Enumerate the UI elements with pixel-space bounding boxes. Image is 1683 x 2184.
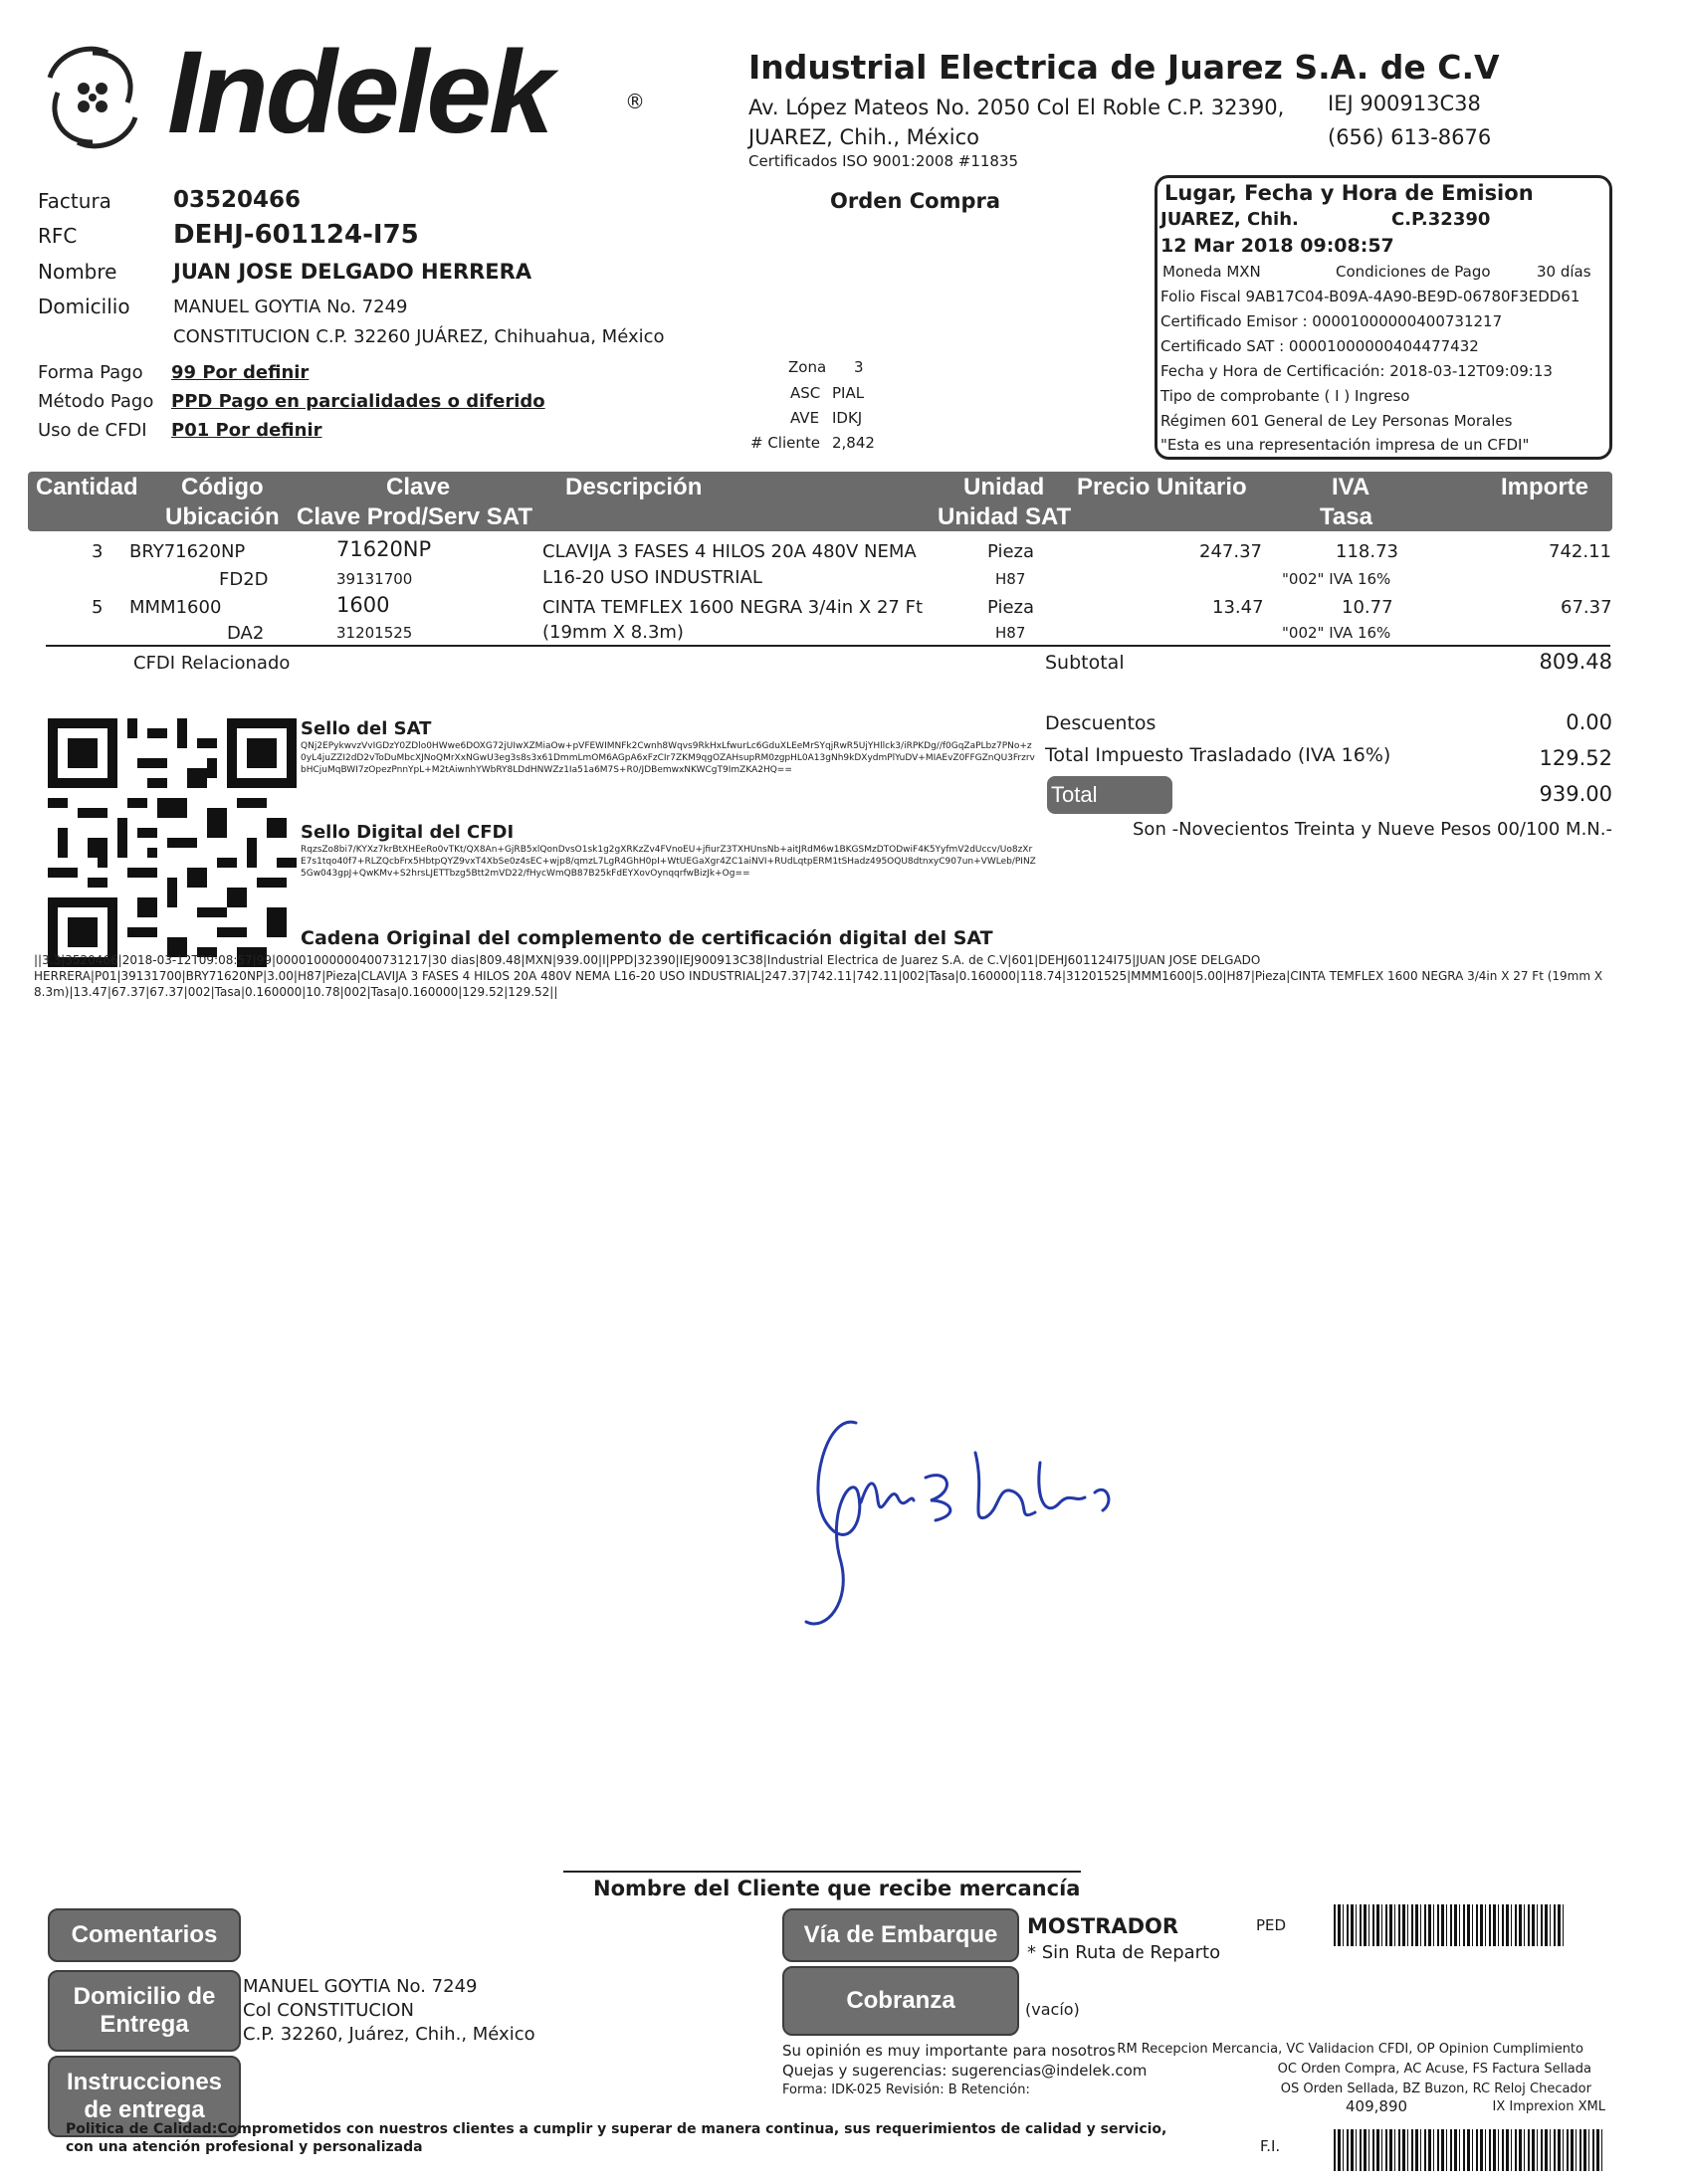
opinion-text: Su opinión es muy importante para nosotros — [782, 2042, 1116, 2060]
cliente-label: # Cliente — [750, 434, 820, 452]
indelek-swirl-icon — [28, 33, 157, 162]
company-address-1: Av. López Mateos No. 2050 Col El Roble C.P. 32390, — [748, 96, 1285, 119]
codes-line-1: RM Recepcion Mercancia, VC Validacion CFDI, OP Opinion Cumplimiento — [1117, 2042, 1583, 2057]
qr-code — [48, 718, 297, 967]
total-value: 939.00 — [1539, 782, 1612, 806]
metodo-pago-label: Método Pago — [38, 391, 154, 412]
row-codigo: MMM1600 — [129, 597, 222, 618]
row-clave: 71620NP — [336, 537, 432, 561]
uso-cfdi-value: P01 Por definir — [171, 420, 322, 441]
sello-cfdi-text: RqzsZo8bi7/KYXz7krBtXHEeRo0vTKt/QX8An+GjRB5xlQonDvsO1sk1g2gXRKzZv4FVnoEU+jfiurZ3TXHUnsNb+aitJRdM6w1BKGSMzDTODwiF4K5YyfmV2dUccv/Uo8zXrE7s1tqo40f7+RLZQcbFrx5HbtpQYZ9vxT4XbSe0z4sEC+wjp8/qmzL7LgR4GhH0pI+WtUEGaXgr4ZC1aiNVI+RUdLqtpERM1tSHadz495OQU8dtnxyC907un+VWLeb/PINZ5Gw043gpJ+QwKMv+S2hrsLJETTbzg5Btt2mVD22/fHycWmQB87B25kFdEYXovOynqqrfwBizJk+Og== — [301, 845, 1036, 879]
row-unidad: Pieza — [987, 597, 1035, 618]
asc-label: ASC — [790, 384, 821, 402]
uso-cfdi-label: Uso de CFDI — [38, 420, 147, 441]
recibe-label: Nombre del Cliente que recibe mercancía — [593, 1877, 1081, 1900]
sello-sat-text: QNj2EPykwvzVvIGDzY0ZDlo0HWwe6DOXG72jUIwXZMiaOw+pVFEWIMNFk2Cwnh8Wqvs9RkHxLfwurLc6GduXLEeMrSYqjRwR5UjYHllck3/iRPKDg//f0GqZaPLbz7PNo+z0yL4juZZI2dD2vToDuMbcXJNoQMrXxNGwU3eg3s8s3x61DmmLmOM6AGpA6xFzCIr7ZKM9qgOZAHsupRM0zgpHL0A13gNh9kDXydmPlYuDV+MIAEvZ0FFGZnQU3FrzrvbHCjuMqBWI7zOpezPnnYpL+M2tAiwnhYWbRY8LDdHNWZz1Ia51a6M7S+R0/JDBemwxNKWCgT9ImZKA2HQ== — [301, 741, 1035, 775]
col-importe: Importe — [1501, 474, 1589, 500]
asc-value: PIAL — [832, 384, 865, 402]
forma-pago-value: 99 Por definir — [171, 362, 310, 383]
emission-datetime: 12 Mar 2018 09:08:57 — [1160, 235, 1394, 257]
registered-mark: ® — [625, 90, 645, 113]
impuesto-value: 129.52 — [1539, 746, 1612, 770]
col-cantidad: Cantidad — [36, 474, 138, 500]
factura-label: Factura — [38, 189, 111, 213]
descuentos-value: 0.00 — [1566, 710, 1612, 734]
total-letra: Son -Novecientos Treinta y Nueve Pesos 00/100 M.N.- — [1133, 819, 1612, 840]
sello-sat-title: Sello del SAT — [301, 718, 432, 739]
col-tasa: Tasa — [1320, 503, 1372, 530]
row-desc-1: CINTA TEMFLEX 1600 NEGRA 3/4in X 27 Ft — [542, 597, 923, 618]
logo-wordmark: Indelek — [167, 27, 551, 158]
row-desc-2: L16-20 USO INDUSTRIAL — [542, 567, 762, 588]
emission-folio: Folio Fiscal 9AB17C04-B09A-4A90-BE9D-06780F3EDD61 — [1160, 288, 1580, 305]
row-clave-sat: 31201525 — [336, 624, 413, 642]
cliente-value: 2,842 — [832, 434, 875, 452]
company-name: Industrial Electrica de Juarez S.A. de C.V — [748, 48, 1500, 87]
col-unidad-sat: Unidad SAT — [938, 503, 1072, 530]
ave-value: IDKJ — [832, 409, 863, 427]
emission-cert-emisor: Certificado Emisor : 00001000000400731217 — [1160, 312, 1503, 330]
col-clave: Clave — [386, 474, 451, 500]
row-unidad-sat: H87 — [995, 570, 1026, 588]
emission-dias: 30 días — [1537, 263, 1591, 281]
ix-text: IX Imprexion XML — [1492, 2099, 1605, 2114]
row-cantidad: 3 — [92, 541, 104, 562]
company-iso: Certificados ISO 9001:2008 #11835 — [748, 152, 1019, 170]
zona-value: 3 — [854, 358, 864, 376]
zona-label: Zona — [788, 358, 827, 376]
impuesto-label: Total Impuesto Trasladado (IVA 16%) — [1045, 744, 1391, 766]
total-label: Total — [1051, 782, 1098, 807]
emission-tipo: Tipo de comprobante ( I ) Ingreso — [1160, 387, 1410, 405]
cfdi-relacionado: CFDI Relacionado — [133, 653, 291, 674]
row-ubicacion: DA2 — [227, 623, 265, 644]
col-iva: IVA — [1332, 474, 1370, 500]
entrega-line-3: C.P. 32260, Juárez, Chih., México — [243, 2024, 535, 2045]
emission-fecha-cert: Fecha y Hora de Certificación: 2018-03-12T09:09:13 — [1160, 362, 1553, 380]
domicilio-line-2: CONSTITUCION C.P. 32260 JUÁREZ, Chihuahua, México — [173, 326, 665, 347]
politica-line-2: con una atención profesional y personalizada — [66, 2139, 423, 2155]
company-logo — [28, 28, 665, 167]
politica-line-1: Politica de Calidad:Comprometidos con nuestros clientes a cumplir y superar de manera continua, sus requerimientos de calidad y servicio, — [66, 2121, 1167, 2137]
domicilio-label: Domicilio — [38, 295, 130, 318]
cobranza-button[interactable]: Cobranza — [782, 1966, 1019, 2036]
row-importe: 742.11 — [1549, 541, 1611, 562]
row-clave: 1600 — [336, 593, 390, 617]
row-ubicacion: FD2D — [219, 569, 269, 590]
emission-moneda: Moneda MXN — [1162, 263, 1261, 281]
sello-cfdi-title: Sello Digital del CFDI — [301, 822, 515, 843]
quejas-text: Quejas y sugerencias: sugerencias@indelek.com — [782, 2062, 1148, 2080]
col-descripcion: Descripción — [565, 474, 703, 500]
comentarios-button[interactable]: Comentarios — [48, 1908, 241, 1962]
footer-number: 409,890 — [1346, 2097, 1408, 2115]
forma-text: Forma: IDK-025 Revisión: B Retención: — [782, 2083, 1030, 2097]
entrega-line-1: MANUEL GOYTIA No. 7249 — [243, 1976, 478, 1997]
rfc-label: RFC — [38, 224, 78, 248]
col-precio: Precio Unitario — [1077, 474, 1247, 500]
fi-label: F.I. — [1260, 2137, 1281, 2155]
cadena-title: Cadena Original del complemento de certificación digital del SAT — [301, 927, 993, 949]
cobranza-value: (vacío) — [1025, 2000, 1080, 2019]
codes-line-2: OC Orden Compra, AC Acuse, FS Factura Sellada — [1277, 2062, 1591, 2077]
row-unidad: Pieza — [987, 541, 1035, 562]
nombre-label: Nombre — [38, 260, 117, 284]
table-bottom-rule — [46, 645, 1610, 647]
row-precio: 247.37 — [1199, 541, 1262, 562]
via-embarque-button[interactable]: Vía de Embarque — [782, 1908, 1019, 1962]
barcode-bottom — [1334, 2129, 1604, 2171]
row-clave-sat: 39131700 — [336, 570, 413, 588]
company-rfc: IEJ 900913C38 — [1328, 92, 1481, 115]
subtotal-value: 809.48 — [1539, 650, 1612, 674]
domicilio-line-1: MANUEL GOYTIA No. 7249 — [173, 297, 408, 317]
row-desc-2: (19mm X 8.3m) — [542, 622, 684, 643]
subtotal-label: Subtotal — [1045, 652, 1125, 674]
recibe-line — [563, 1871, 1081, 1873]
row-codigo: BRY71620NP — [129, 541, 246, 562]
emission-repr: "Esta es una representación impresa de un CFDI" — [1160, 436, 1530, 454]
col-unidad: Unidad — [963, 474, 1045, 500]
forma-pago-label: Forma Pago — [38, 362, 143, 383]
barcode-top — [1334, 1904, 1565, 1946]
emission-condiciones: Condiciones de Pago — [1336, 263, 1491, 281]
emission-regimen: Régimen 601 General de Ley Personas Morales — [1160, 412, 1513, 430]
ave-label: AVE — [790, 409, 820, 427]
ped-label: PED — [1256, 1916, 1287, 1934]
domicilio-entrega-button[interactable]: Domicilio de Entrega — [48, 1970, 241, 2052]
codes-line-3: OS Orden Sellada, BZ Buzon, RC Reloj Checador — [1280, 2082, 1591, 2096]
cadena-text: ||3.3|3520466|2018-03-12T09:08:57|99|00001000000400731217|30 dias|809.48|MXN|939.00|I|PPD|32390|IEJ900913C38|Industrial Electrica de Juarez S.A. de C.V|601|DEHJ601124I75|JUAN JOSE DELGADO HERRERA|P01|39131700|BRY71620NP|3.00|H87|Pieza|CLAVIJA 3 FASES 4 HILOS 20A 480V NEMA L16-20 USO INDUSTRIAL|247.37|742.11|742.11|002|Tasa|0.160000|118.74|31201525|MMM1600|5.00|H87|Pieza|CINTA TEMFLEX 1600 NEGRA 3/4in X 27 Ft (19mm X 8.3m)|13.47|67.37|67.37|002|Tasa|0.160000|10.78|002|Tasa|0.160000|129.52|129.52|| — [34, 953, 1603, 999]
row-iva: 10.77 — [1342, 597, 1393, 618]
row-iva: 118.73 — [1336, 541, 1398, 562]
ruta-label: * Sin Ruta de Reparto — [1027, 1942, 1221, 1963]
row-precio: 13.47 — [1212, 597, 1264, 618]
entrega-line-2: Col CONSTITUCION — [243, 2000, 414, 2021]
nombre-value: JUAN JOSE DELGADO HERRERA — [173, 260, 532, 284]
emission-cp: C.P.32390 — [1391, 209, 1491, 230]
signature — [786, 1383, 1254, 1642]
row-unidad-sat: H87 — [995, 624, 1026, 642]
company-address-2: JUAREZ, Chih., México — [748, 125, 979, 149]
orden-compra-label: Orden Compra — [830, 189, 1001, 213]
mostrador-label: MOSTRADOR — [1027, 1914, 1179, 1938]
metodo-pago-value: PPD Pago en parcialidades o diferido — [171, 391, 545, 412]
row-importe: 67.37 — [1561, 597, 1612, 618]
instrucciones-button[interactable]: Instrucciones de entrega — [48, 2056, 241, 2137]
rfc-value: DEHJ-601124-I75 — [173, 220, 419, 250]
descuentos-label: Descuentos — [1045, 712, 1157, 734]
emission-city: JUAREZ, Chih. — [1160, 209, 1299, 230]
col-clave-prod: Clave Prod/Serv SAT — [297, 503, 532, 530]
emission-cert-sat: Certificado SAT : 00001000000404477432 — [1160, 337, 1479, 355]
row-cantidad: 5 — [92, 597, 104, 618]
col-ubicacion: Ubicación — [165, 503, 280, 530]
row-desc-1: CLAVIJA 3 FASES 4 HILOS 20A 480V NEMA — [542, 541, 917, 562]
col-codigo: Código — [181, 474, 264, 500]
row-tasa: "002" IVA 16% — [1282, 570, 1391, 588]
row-tasa: "002" IVA 16% — [1282, 624, 1391, 642]
emission-title: Lugar, Fecha y Hora de Emision — [1164, 181, 1534, 205]
company-phone: (656) 613-8676 — [1328, 125, 1492, 149]
factura-number: 03520466 — [173, 187, 302, 213]
